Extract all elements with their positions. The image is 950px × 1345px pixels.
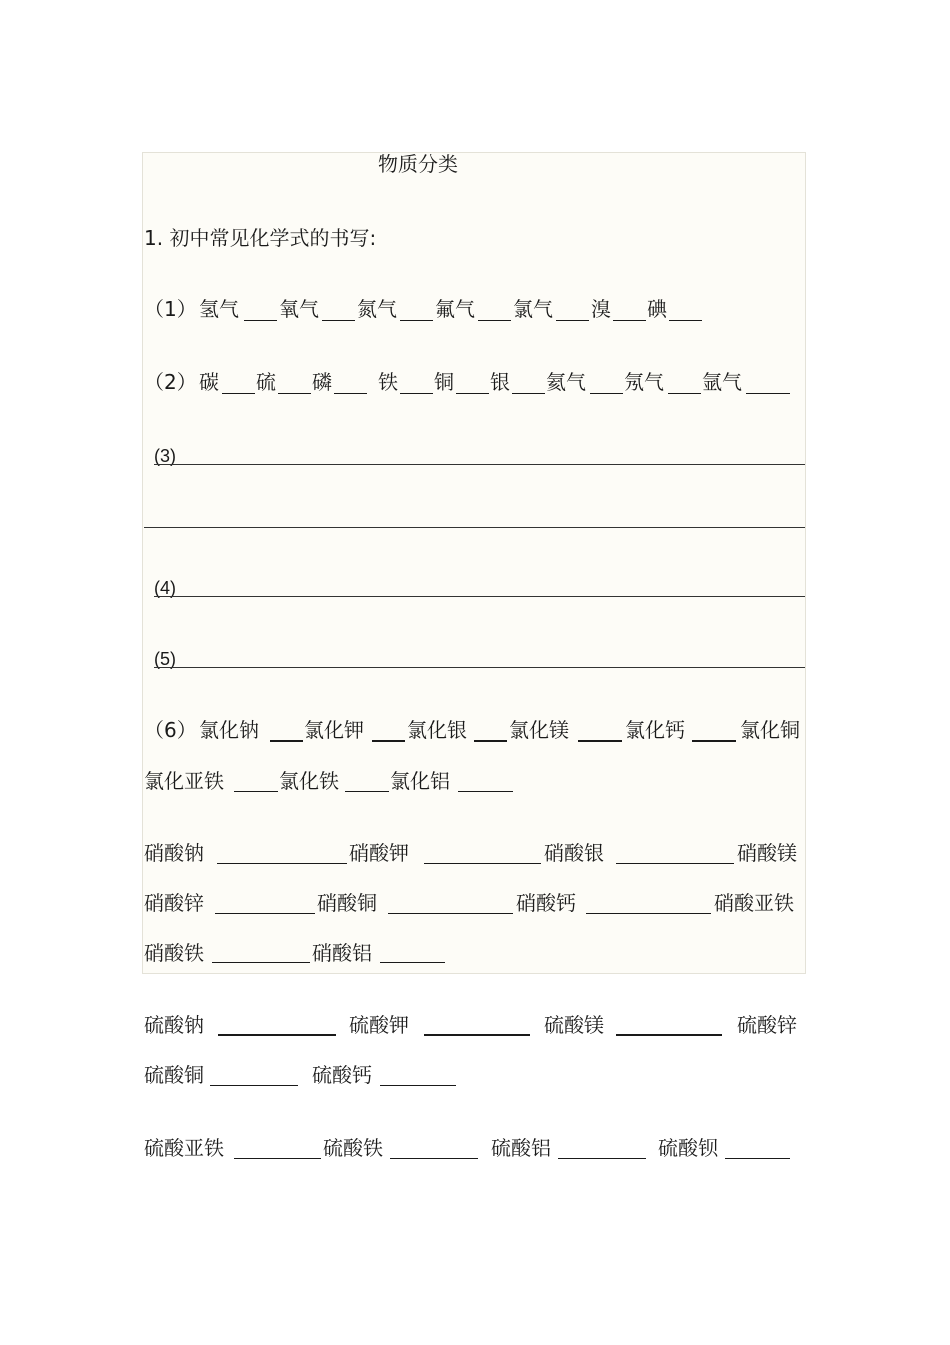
q1-item-bromine: 溴 <box>591 297 611 321</box>
nitrate-blank-kno3[interactable] <box>424 863 541 864</box>
q2-item-copper: 铜 <box>434 370 454 394</box>
section-heading: 1. 初中常见化学式的书写: <box>144 226 377 250</box>
sulfate-item-cuso4: 硫酸铜 <box>144 1063 204 1087</box>
q1-item-iodine: 碘 <box>647 297 667 321</box>
nitrate-item-cuno3: 硝酸铜 <box>317 891 377 915</box>
q2-item-iron: 铁 <box>378 370 398 394</box>
nitrate-item-znno3: 硝酸锌 <box>144 891 204 915</box>
nitrate-blank-znno3[interactable] <box>215 913 315 914</box>
q1-blank-nitrogen[interactable] <box>400 320 433 321</box>
q1-item-chlorine: 氯气 <box>513 297 553 321</box>
q3-answer-line-2[interactable] <box>144 527 805 528</box>
sulfate-blank-fe2so43[interactable] <box>390 1158 478 1159</box>
sulfate-blank-na2so4[interactable] <box>218 1034 336 1036</box>
sulfate-blank-al2so43[interactable] <box>558 1158 646 1159</box>
q1-item-fluorine: 氟气 <box>435 297 475 321</box>
sulfate-item-mgso4: 硫酸镁 <box>544 1013 604 1037</box>
q2-blank-argon[interactable] <box>746 393 790 394</box>
page-title: 物质分类 <box>378 152 458 176</box>
sulfate-blank-k2so4[interactable] <box>424 1034 530 1036</box>
nitrate-blank-alno3[interactable] <box>380 962 445 963</box>
nitrate-item-mgno3: 硝酸镁 <box>737 841 797 865</box>
q6-blank-cacl2[interactable] <box>692 740 736 742</box>
q2-item-carbon: 碳 <box>199 370 219 394</box>
nitrate-item-nano3: 硝酸钠 <box>144 841 204 865</box>
q6-blank-fecl3[interactable] <box>345 791 389 792</box>
sulfate-blank-baso4[interactable] <box>725 1158 790 1159</box>
nitrate-item-kno3: 硝酸钾 <box>349 841 409 865</box>
nitrate-item-alno3: 硝酸铝 <box>312 941 372 965</box>
q2-blank-carbon[interactable] <box>222 393 255 394</box>
q2-blank-helium[interactable] <box>590 393 623 394</box>
q6-item-cacl2: 氯化钙 <box>625 718 685 742</box>
q2-blank-sulfur[interactable] <box>278 393 311 394</box>
sulfate-item-znso4: 硫酸锌 <box>737 1013 797 1037</box>
sulfate-item-feso4: 硫酸亚铁 <box>144 1136 224 1160</box>
sulfate-item-k2so4: 硫酸钾 <box>349 1013 409 1037</box>
q6-item-mgcl2: 氯化镁 <box>509 718 569 742</box>
q4-number: (4) <box>154 578 176 598</box>
q2-item-silver: 银 <box>490 370 510 394</box>
q6-item-fecl2: 氯化亚铁 <box>144 769 224 793</box>
q6-blank-fecl2[interactable] <box>234 791 278 792</box>
sulfate-blank-feso4[interactable] <box>234 1158 321 1159</box>
q6-item-cucl2: 氯化铜 <box>740 718 800 742</box>
q6-item-fecl3: 氯化铁 <box>279 769 339 793</box>
q1-item-nitrogen: 氮气 <box>357 297 397 321</box>
q2-blank-phosphorus[interactable] <box>334 393 367 394</box>
q2-item-argon: 氩气 <box>702 370 742 394</box>
nitrate-blank-cuno3[interactable] <box>388 913 513 914</box>
q3-answer-line-1[interactable] <box>154 464 805 465</box>
nitrate-blank-cano3[interactable] <box>586 913 711 914</box>
sulfate-item-fe2so43: 硫酸铁 <box>323 1136 383 1160</box>
q2-blank-neon[interactable] <box>668 393 701 394</box>
nitrate-blank-agno3[interactable] <box>616 863 734 864</box>
q2-item-phosphorus: 磷 <box>312 370 332 394</box>
q2-item-helium: 氦气 <box>546 370 586 394</box>
worksheet-panel <box>142 152 806 974</box>
sulfate-item-al2so43: 硫酸铝 <box>491 1136 551 1160</box>
sulfate-item-caso4: 硫酸钙 <box>312 1063 372 1087</box>
nitrate-item-agno3: 硝酸银 <box>544 841 604 865</box>
sulfate-blank-cuso4[interactable] <box>210 1085 298 1086</box>
q2-blank-copper[interactable] <box>456 393 489 394</box>
q1-blank-chlorine[interactable] <box>556 320 589 321</box>
q2-item-neon: 氖气 <box>624 370 664 394</box>
q5-number: (5) <box>154 649 176 669</box>
q6-blank-alcl3[interactable] <box>458 791 513 792</box>
q2-blank-silver[interactable] <box>512 393 545 394</box>
q6-blank-nacl[interactable] <box>270 740 303 742</box>
sulfate-item-baso4: 硫酸钡 <box>658 1136 718 1160</box>
q6-blank-kcl[interactable] <box>372 740 405 742</box>
nitrate-blank-nano3[interactable] <box>217 863 347 864</box>
q1-number: （1） <box>144 297 197 321</box>
q6-item-nacl: 氯化钠 <box>199 718 259 742</box>
nitrate-item-cano3: 硝酸钙 <box>516 891 576 915</box>
nitrate-item-feno3-2: 硝酸亚铁 <box>714 891 794 915</box>
q4-answer-line[interactable] <box>154 596 805 597</box>
nitrate-item-feno3-3: 硝酸铁 <box>144 941 204 965</box>
q6-number: （6） <box>144 718 197 742</box>
sulfate-item-na2so4: 硫酸钠 <box>144 1013 204 1037</box>
q1-blank-iodine[interactable] <box>669 320 702 321</box>
q6-blank-mgcl2[interactable] <box>578 740 622 742</box>
q2-item-sulfur: 硫 <box>256 370 276 394</box>
q6-item-alcl3: 氯化铝 <box>390 769 450 793</box>
q1-item-hydrogen: 氢气 <box>199 297 239 321</box>
q1-blank-oxygen[interactable] <box>322 320 355 321</box>
q6-item-kcl: 氯化钾 <box>304 718 364 742</box>
q6-blank-agcl[interactable] <box>474 740 507 742</box>
nitrate-blank-feno3-3[interactable] <box>212 962 310 963</box>
q1-blank-fluorine[interactable] <box>478 320 511 321</box>
q2-blank-iron[interactable] <box>400 393 433 394</box>
q3-number: (3) <box>154 446 176 466</box>
sulfate-blank-caso4[interactable] <box>380 1085 456 1086</box>
q1-blank-bromine[interactable] <box>613 320 646 321</box>
q1-blank-hydrogen[interactable] <box>244 320 277 321</box>
q1-item-oxygen: 氧气 <box>279 297 319 321</box>
q5-answer-line[interactable] <box>154 667 805 668</box>
q6-item-agcl: 氯化银 <box>407 718 467 742</box>
sulfate-blank-mgso4[interactable] <box>616 1034 722 1036</box>
q2-number: （2） <box>144 370 197 394</box>
